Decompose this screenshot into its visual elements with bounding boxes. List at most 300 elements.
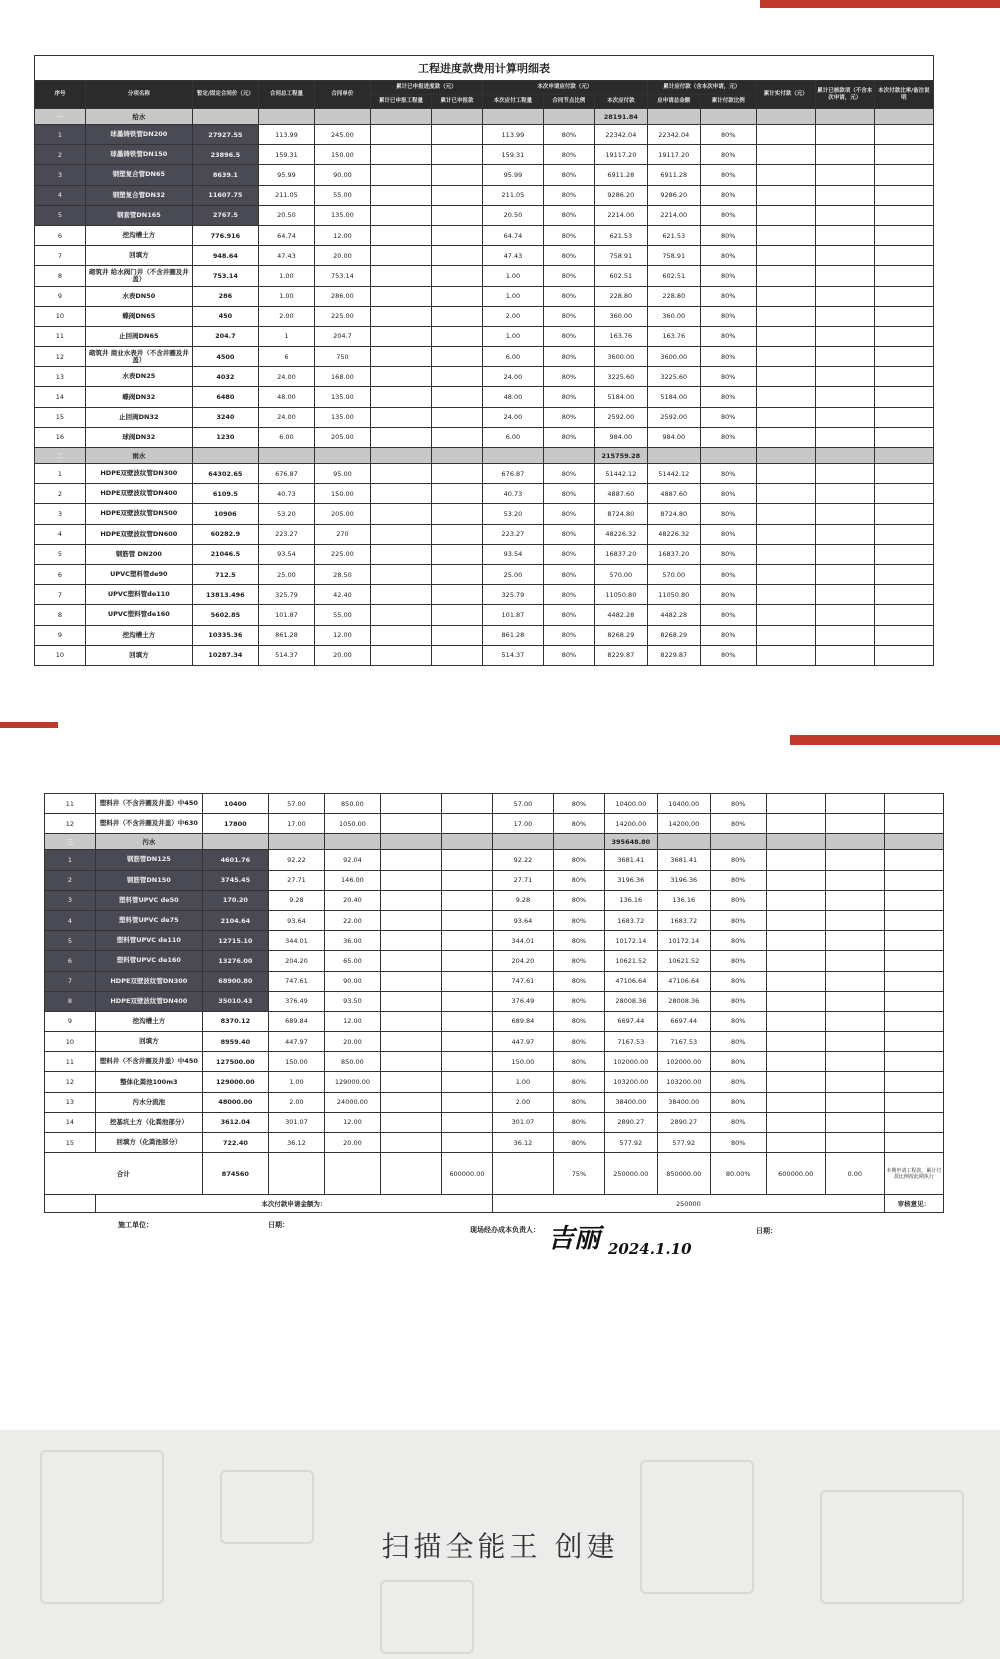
row-contract-qty: 325.79: [258, 585, 314, 605]
row-item-name: 砌筑井 给水阀门井（不含井圈及井盖）: [85, 266, 192, 286]
row-cum-paid-amount: [432, 544, 483, 564]
row-cum-actual: [756, 286, 815, 306]
row-this-amount: 621.53: [594, 225, 647, 245]
row-node-ratio: 80%: [543, 407, 594, 427]
row-cum-amount: 3196.36: [657, 870, 710, 890]
row-seq: 3: [45, 890, 96, 910]
row-cum-actual: [756, 387, 815, 407]
row-contract-qty: 676.87: [258, 464, 314, 484]
row-cum-amount: 3225.60: [647, 367, 700, 387]
row-remark: [874, 524, 933, 544]
row-node-ratio: 80%: [553, 910, 604, 930]
total-cum-actual: 600000.00: [766, 1153, 825, 1195]
row-cum-paid-qty: [370, 205, 431, 225]
row-contract-qty: 861.28: [258, 625, 314, 645]
red-edge-left: [0, 722, 58, 728]
row-contract-amount: 753.14: [192, 266, 258, 286]
row-cum-paid-amount: [442, 1011, 493, 1031]
table-row: [35, 407, 934, 427]
row-node-ratio: 80%: [543, 464, 594, 484]
row-cum-actual: [756, 125, 815, 145]
row-contract-amount: 8639.1: [192, 165, 258, 185]
row-item-name: 塑料管UPVC de160: [95, 951, 202, 971]
row-cum-ratio: 80%: [710, 1032, 766, 1052]
row-cum-other: [815, 185, 874, 205]
row-cum-amount: 9286.20: [647, 185, 700, 205]
row-cum-ratio: 80%: [700, 185, 756, 205]
row-contract-amount: 4500: [192, 347, 258, 367]
row-this-qty: 676.87: [482, 464, 543, 484]
row-contract-amount: 1230: [192, 427, 258, 447]
row-node-ratio: 80%: [553, 794, 604, 814]
row-this-qty: 48.00: [482, 387, 543, 407]
row-node-ratio: 80%: [553, 1092, 604, 1112]
total-remark: 本期申请工程款，累计付款比例按此期执行: [884, 1153, 943, 1195]
row-contract-qty: 20.50: [258, 205, 314, 225]
empty-cell: [874, 109, 933, 125]
page-title: 工程进度款费用计算明细表: [35, 56, 934, 81]
row-node-ratio: 80%: [553, 1011, 604, 1031]
progress-payment-table: [34, 55, 934, 666]
page-2-body: [45, 794, 944, 1153]
row-contract-amount: 2104.64: [202, 910, 268, 930]
row-contract-amount: 11607.75: [192, 185, 258, 205]
col-node-ratio: 合同节点比例: [543, 95, 594, 109]
row-contract-amount: 10287.34: [192, 645, 258, 665]
row-contract-qty: 211.05: [258, 185, 314, 205]
row-cum-other: [815, 427, 874, 447]
table-row: [45, 951, 944, 971]
row-contract-qty: 36.12: [268, 1133, 324, 1153]
row-cum-actual: [756, 185, 815, 205]
row-cum-paid-qty: [370, 266, 431, 286]
row-remark: [874, 266, 933, 286]
empty-cell: [543, 109, 594, 125]
row-cum-amount: 621.53: [647, 225, 700, 245]
row-this-qty: 25.00: [482, 564, 543, 584]
row-contract-amount: 948.64: [192, 246, 258, 266]
row-this-amount: 103200.00: [604, 1072, 657, 1092]
col-name: 分项名称: [85, 81, 192, 109]
row-cum-paid-qty: [380, 1032, 441, 1052]
row-cum-ratio: 80%: [700, 407, 756, 427]
row-this-qty: 92.22: [492, 850, 553, 870]
row-cum-amount: 8724.80: [647, 504, 700, 524]
row-contract-qty: 204.20: [268, 951, 324, 971]
row-seq: 8: [35, 266, 86, 286]
row-contract-amount: 10906: [192, 504, 258, 524]
row-cum-other: [815, 645, 874, 665]
row-contract-amount: 10400: [202, 794, 268, 814]
row-cum-actual: [756, 464, 815, 484]
row-cum-actual: [756, 564, 815, 584]
row-node-ratio: 80%: [553, 814, 604, 834]
row-unit-price: 12.00: [314, 625, 370, 645]
row-contract-amount: 776.916: [192, 225, 258, 245]
row-cum-ratio: 80%: [710, 1133, 766, 1153]
total-contract: 874560: [202, 1153, 268, 1195]
row-remark: [884, 870, 943, 890]
row-item-name: 塑料井（不含井圈及井盖）中450: [95, 1052, 202, 1072]
table-row: [35, 225, 934, 245]
row-this-amount: 10400.00: [604, 794, 657, 814]
row-remark: [884, 1011, 943, 1031]
row-node-ratio: 80%: [543, 246, 594, 266]
row-contract-qty: 57.00: [268, 794, 324, 814]
section-code: 三: [45, 834, 96, 850]
row-unit-price: 286.00: [314, 286, 370, 306]
row-cum-paid-amount: [442, 951, 493, 971]
row-this-amount: 5184.00: [594, 387, 647, 407]
row-cum-paid-amount: [432, 645, 483, 665]
empty-cell: [492, 1153, 553, 1195]
row-contract-qty: 101.87: [258, 605, 314, 625]
row-seq: 12: [45, 814, 96, 834]
signature-date: 2024.1.10: [608, 1240, 692, 1258]
row-item-name: 水表DN50: [85, 286, 192, 306]
row-node-ratio: 80%: [543, 165, 594, 185]
table-row: [45, 971, 944, 991]
row-seq: 9: [35, 286, 86, 306]
row-contract-qty: 6: [258, 347, 314, 367]
row-remark: [884, 1133, 943, 1153]
row-unit-price: 20.00: [324, 1032, 380, 1052]
row-contract-amount: 64302.65: [192, 464, 258, 484]
row-cum-actual: [766, 971, 825, 991]
row-cum-paid-qty: [370, 306, 431, 326]
row-item-name: HDPE双壁波纹管DN400: [85, 484, 192, 504]
empty-cell: [258, 448, 314, 464]
row-contract-amount: 6480: [192, 387, 258, 407]
row-seq: 15: [45, 1133, 96, 1153]
empty-cell: [192, 109, 258, 125]
row-contract-qty: 159.31: [258, 145, 314, 165]
row-cum-amount: 47106.64: [657, 971, 710, 991]
table-row: [35, 145, 934, 165]
row-node-ratio: 80%: [543, 564, 594, 584]
row-remark: [874, 306, 933, 326]
row-this-qty: 159.31: [482, 145, 543, 165]
row-remark: [884, 991, 943, 1011]
row-cum-other: [825, 1112, 884, 1132]
page-2: [44, 793, 944, 1213]
row-cum-other: [825, 1133, 884, 1153]
row-cum-paid-qty: [370, 504, 431, 524]
row-this-qty: 1.00: [482, 266, 543, 286]
row-cum-paid-amount: [432, 145, 483, 165]
row-unit-price: 850.00: [324, 1052, 380, 1072]
row-seq: 8: [45, 991, 96, 1011]
row-contract-qty: 48.00: [258, 387, 314, 407]
row-contract-amount: 8959.40: [202, 1032, 268, 1052]
row-this-qty: 1.00: [492, 1072, 553, 1092]
row-this-qty: 223.27: [482, 524, 543, 544]
row-cum-other: [825, 1032, 884, 1052]
row-seq: 6: [35, 564, 86, 584]
row-unit-price: 150.00: [314, 484, 370, 504]
row-remark: [884, 1072, 943, 1092]
row-unit-price: 22.00: [324, 910, 380, 930]
row-node-ratio: 80%: [543, 286, 594, 306]
row-cum-ratio: 80%: [710, 991, 766, 1011]
letter-outline-icon: [380, 1580, 474, 1654]
row-contract-qty: 514.37: [258, 645, 314, 665]
row-node-ratio: 80%: [543, 205, 594, 225]
row-cum-paid-qty: [370, 286, 431, 306]
empty-cell: [324, 834, 380, 850]
row-unit-price: 24000.00: [324, 1092, 380, 1112]
row-cum-actual: [766, 890, 825, 910]
row-seq: 9: [35, 625, 86, 645]
row-cum-amount: 103200.00: [657, 1072, 710, 1092]
row-cum-amount: 3681.41: [657, 850, 710, 870]
empty-cell: [370, 109, 431, 125]
row-cum-paid-amount: [432, 504, 483, 524]
row-cum-other: [815, 225, 874, 245]
review-opinion: 审核意见：: [884, 1195, 943, 1213]
row-item-name: 整体化粪池100m3: [95, 1072, 202, 1092]
row-cum-amount: 10621.52: [657, 951, 710, 971]
table-row: [35, 387, 934, 407]
table-row: [45, 1072, 944, 1092]
row-contract-qty: 2.00: [268, 1092, 324, 1112]
row-contract-qty: 301.07: [268, 1112, 324, 1132]
row-cum-actual: [756, 605, 815, 625]
row-this-qty: 2.00: [482, 306, 543, 326]
row-remark: [874, 605, 933, 625]
row-contract-qty: 2.00: [258, 306, 314, 326]
row-cum-paid-qty: [370, 427, 431, 447]
row-item-name: HDPE双壁波纹管DN300: [95, 971, 202, 991]
row-cum-amount: 4482.28: [647, 605, 700, 625]
row-cum-actual: [766, 1092, 825, 1112]
row-cum-actual: [766, 910, 825, 930]
empty-cell: [825, 834, 884, 850]
section-name: 给水: [85, 109, 192, 125]
row-node-ratio: 80%: [543, 306, 594, 326]
row-cum-amount: 11050.80: [647, 585, 700, 605]
empty-cell: [815, 109, 874, 125]
row-cum-paid-qty: [380, 910, 441, 930]
row-cum-paid-qty: [370, 145, 431, 165]
total-this-amount: 250000.00: [604, 1153, 657, 1195]
empty-cell: [492, 834, 553, 850]
row-cum-paid-amount: [432, 367, 483, 387]
empty-cell: [314, 448, 370, 464]
row-cum-amount: 7167.53: [657, 1032, 710, 1052]
table-row: [35, 625, 934, 645]
row-cum-ratio: 80%: [700, 145, 756, 165]
row-this-amount: 4482.28: [594, 605, 647, 625]
row-node-ratio: 80%: [543, 484, 594, 504]
request-value: 250000: [492, 1195, 884, 1213]
row-cum-actual: [766, 991, 825, 1011]
row-cum-paid-qty: [380, 1052, 441, 1072]
row-cum-amount: 577.92: [657, 1133, 710, 1153]
row-unit-price: 205.00: [314, 504, 370, 524]
row-remark: [874, 225, 933, 245]
empty-cell: [380, 834, 441, 850]
row-node-ratio: 80%: [543, 645, 594, 665]
row-seq: 11: [35, 326, 86, 346]
row-cum-amount: 22342.04: [647, 125, 700, 145]
row-cum-paid-amount: [442, 890, 493, 910]
table-row: [35, 645, 934, 665]
row-contract-amount: 60282.9: [192, 524, 258, 544]
row-contract-qty: 689.84: [268, 1011, 324, 1031]
row-cum-other: [815, 585, 874, 605]
row-contract-qty: 223.27: [258, 524, 314, 544]
row-remark: [884, 890, 943, 910]
row-this-amount: 1683.72: [604, 910, 657, 930]
row-seq: 1: [45, 850, 96, 870]
row-cum-amount: 16837.20: [647, 544, 700, 564]
col-seq: 序号: [35, 81, 86, 109]
row-node-ratio: 80%: [553, 850, 604, 870]
row-cum-actual: [766, 1133, 825, 1153]
row-cum-actual: [766, 814, 825, 834]
row-item-name: 球阀DN32: [85, 427, 192, 447]
row-node-ratio: 80%: [543, 347, 594, 367]
row-cum-paid-amount: [442, 931, 493, 951]
row-item-name: UPVC塑料管de110: [85, 585, 192, 605]
row-remark: [884, 794, 943, 814]
row-unit-price: 135.00: [314, 407, 370, 427]
row-cum-actual: [756, 504, 815, 524]
row-cum-actual: [766, 1052, 825, 1072]
row-item-name: HDPE双壁波纹管DN600: [85, 524, 192, 544]
empty-cell: [314, 109, 370, 125]
row-contract-qty: 25.00: [258, 564, 314, 584]
row-cum-actual: [756, 484, 815, 504]
row-cum-ratio: 80%: [700, 367, 756, 387]
row-unit-price: 20.40: [324, 890, 380, 910]
row-cum-paid-qty: [370, 564, 431, 584]
row-cum-ratio: 80%: [700, 225, 756, 245]
row-cum-amount: 28008.36: [657, 991, 710, 1011]
row-this-amount: 28008.36: [604, 991, 657, 1011]
row-remark: [874, 165, 933, 185]
row-seq: 11: [45, 794, 96, 814]
row-cum-ratio: 80%: [700, 165, 756, 185]
row-this-qty: 17.00: [492, 814, 553, 834]
row-unit-price: 168.00: [314, 367, 370, 387]
row-remark: [874, 645, 933, 665]
table-row: [35, 585, 934, 605]
row-cum-paid-amount: [432, 605, 483, 625]
row-cum-paid-qty: [370, 625, 431, 645]
row-cum-ratio: 80%: [700, 484, 756, 504]
row-contract-amount: 12715.10: [202, 931, 268, 951]
row-cum-other: [815, 484, 874, 504]
manager-label: 现场经办成本负责人：: [470, 1225, 540, 1234]
row-this-qty: 93.54: [482, 544, 543, 564]
row-cum-paid-qty: [380, 931, 441, 951]
row-cum-paid-amount: [432, 246, 483, 266]
progress-payment-table-continued: [44, 793, 944, 1213]
row-cum-paid-qty: [370, 326, 431, 346]
page-1: [34, 55, 934, 666]
row-node-ratio: 80%: [543, 427, 594, 447]
row-item-name: 水表DN25: [85, 367, 192, 387]
table-row: [35, 266, 934, 286]
row-seq: 4: [35, 524, 86, 544]
row-item-name: HDPE双壁波纹管DN400: [95, 991, 202, 1011]
row-remark: [884, 850, 943, 870]
row-unit-price: 129000.00: [324, 1072, 380, 1092]
row-unit-price: 92.04: [324, 850, 380, 870]
row-cum-other: [815, 347, 874, 367]
row-cum-other: [815, 407, 874, 427]
row-contract-amount: 10335.36: [192, 625, 258, 645]
row-this-qty: 6.00: [482, 347, 543, 367]
row-node-ratio: 80%: [553, 1052, 604, 1072]
row-item-name: 塑料管UPVC de50: [95, 890, 202, 910]
table-row: [35, 125, 934, 145]
page-1-body: [35, 109, 934, 666]
row-seq: 13: [35, 367, 86, 387]
section-code: 二: [35, 448, 86, 464]
row-unit-price: 204.7: [314, 326, 370, 346]
row-cum-ratio: 80%: [700, 564, 756, 584]
row-contract-amount: 6109.5: [192, 484, 258, 504]
row-this-amount: 9286.20: [594, 185, 647, 205]
row-remark: [884, 1032, 943, 1052]
row-unit-price: 1050.00: [324, 814, 380, 834]
total-row: [45, 1153, 944, 1195]
row-node-ratio: 80%: [543, 185, 594, 205]
table-row: [45, 991, 944, 1011]
row-contract-amount: 722.40: [202, 1133, 268, 1153]
row-seq: 11: [45, 1052, 96, 1072]
row-cum-ratio: 80%: [700, 504, 756, 524]
total-cum-paid: 600000.00: [442, 1153, 493, 1195]
row-cum-amount: 48226.32: [647, 524, 700, 544]
row-cum-actual: [766, 870, 825, 890]
table-row: [45, 814, 944, 834]
row-seq: 3: [35, 165, 86, 185]
row-contract-qty: 9.28: [268, 890, 324, 910]
row-contract-qty: 93.54: [258, 544, 314, 564]
row-cum-paid-amount: [432, 524, 483, 544]
row-seq: 5: [35, 544, 86, 564]
row-cum-amount: 2890.27: [657, 1112, 710, 1132]
row-contract-qty: 376.49: [268, 991, 324, 1011]
row-seq: 2: [35, 484, 86, 504]
row-remark: [884, 951, 943, 971]
row-cum-other: [825, 991, 884, 1011]
row-cum-paid-amount: [442, 910, 493, 930]
row-cum-paid-qty: [380, 991, 441, 1011]
row-node-ratio: 80%: [543, 605, 594, 625]
empty-cell: [482, 448, 543, 464]
row-unit-price: 55.00: [314, 605, 370, 625]
row-item-name: 挖沟槽土方: [95, 1011, 202, 1031]
row-this-qty: 6.00: [482, 427, 543, 447]
empty-cell: [202, 834, 268, 850]
empty-cell: [45, 1195, 96, 1213]
row-contract-amount: 712.5: [192, 564, 258, 584]
row-unit-price: 12.00: [314, 225, 370, 245]
row-this-qty: 101.87: [482, 605, 543, 625]
row-item-name: 球墨铸铁管DN200: [85, 125, 192, 145]
row-unit-price: 225.00: [314, 306, 370, 326]
empty-cell: [258, 109, 314, 125]
total-ratio: 75%: [553, 1153, 604, 1195]
row-unit-price: 850.00: [324, 794, 380, 814]
row-cum-actual: [766, 850, 825, 870]
empty-cell: [657, 834, 710, 850]
